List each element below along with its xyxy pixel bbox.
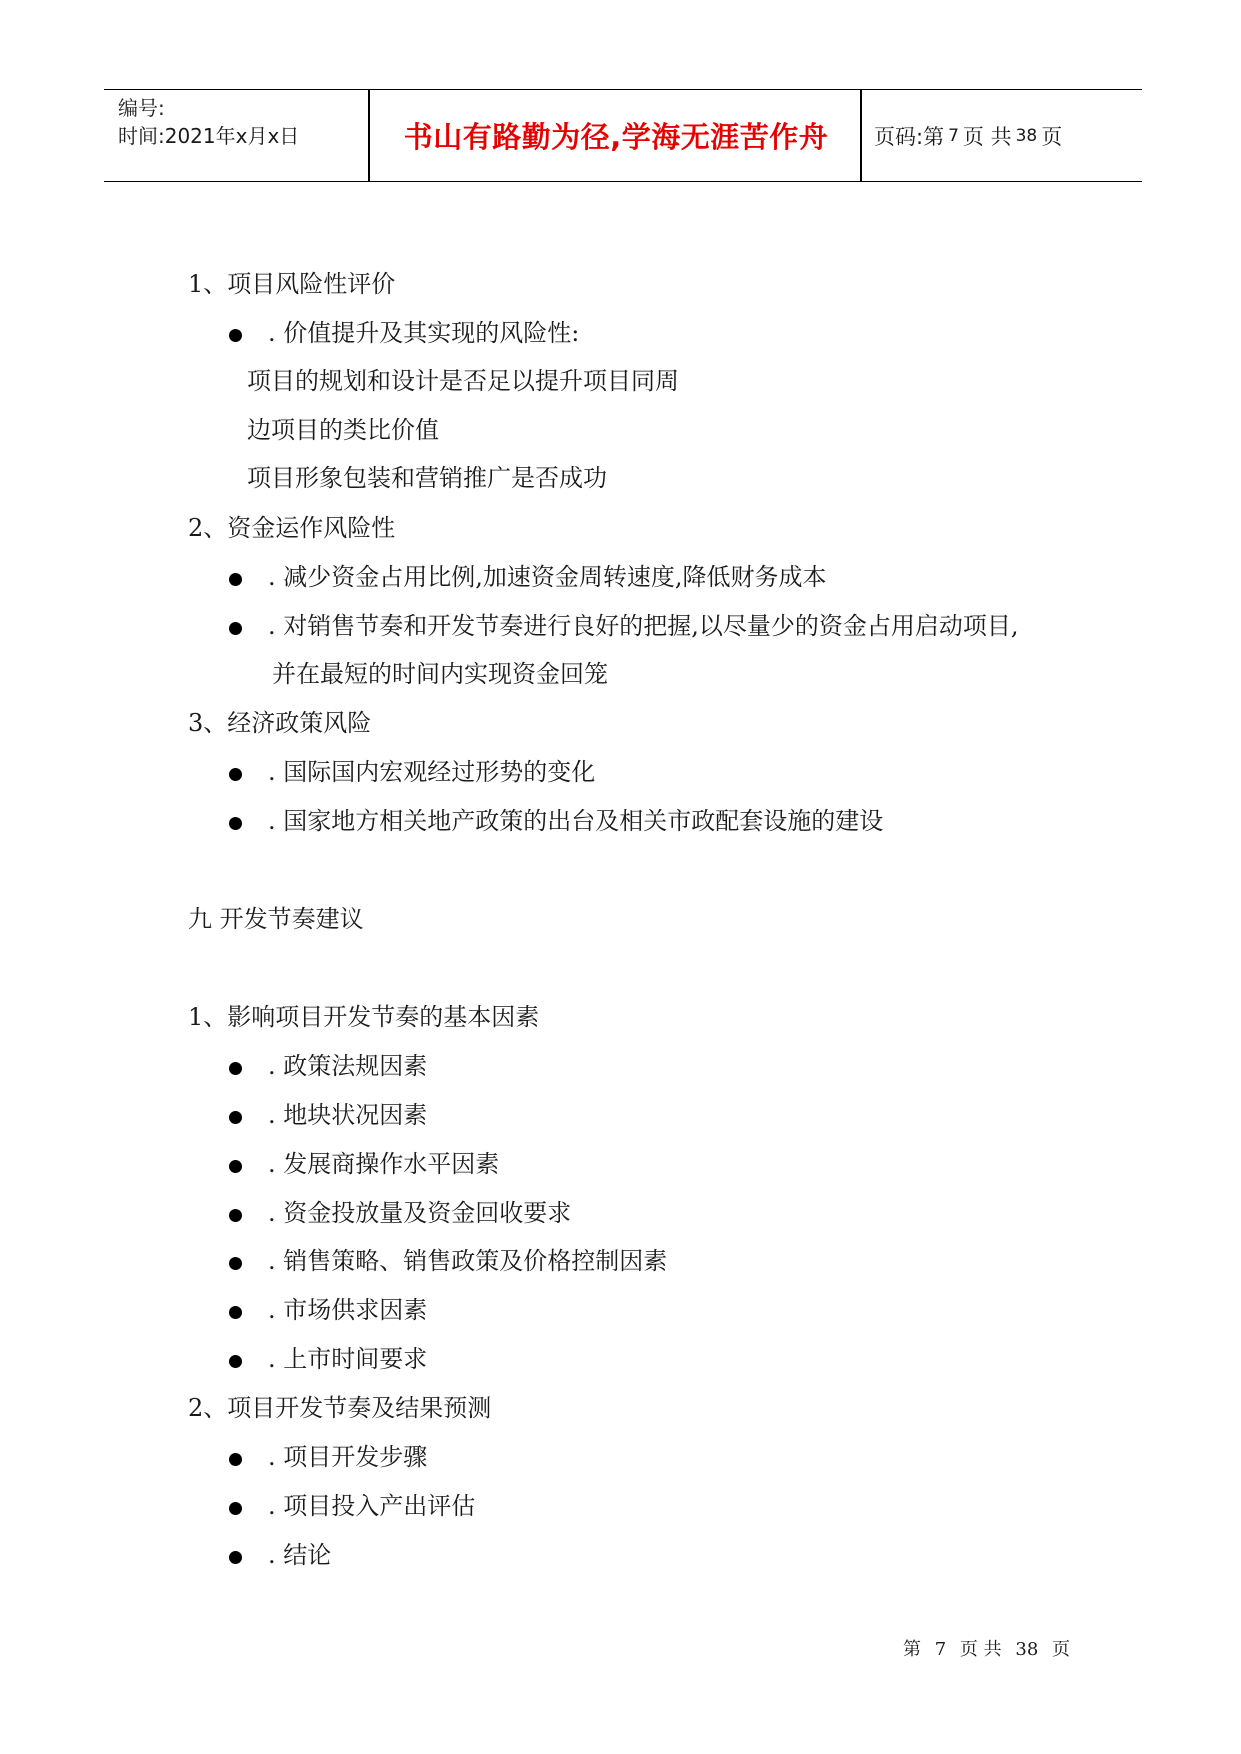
footer-prefix: 第 bbox=[903, 1639, 921, 1660]
list-item-continuation: 并在最短的时间内实现资金回笼 bbox=[272, 660, 608, 688]
footer-page-total: 38 bbox=[1015, 1639, 1039, 1660]
footer-suffix: 页 bbox=[1052, 1639, 1071, 1660]
header-page-total: 38 bbox=[1015, 125, 1038, 146]
section-heading: 1、影响项目开发节奏的基本因素 bbox=[188, 1003, 540, 1031]
bullet-icon bbox=[229, 1355, 242, 1368]
page-footer bbox=[903, 1635, 1078, 1661]
list-item: . 政策法规因素 bbox=[268, 1052, 428, 1080]
header-motto: 书山有路勤为径,学海无涯苦作舟 bbox=[403, 120, 829, 154]
bullet-icon bbox=[229, 1306, 242, 1319]
header-page-suffix: 页 bbox=[1041, 124, 1063, 149]
list-item: . 上市时间要求 bbox=[268, 1345, 428, 1373]
list-item: . 发展商操作水平因素 bbox=[268, 1150, 500, 1178]
section-heading: 1、项目风险性评价 bbox=[188, 270, 396, 298]
list-item: . 销售策略、销售政策及价格控制因素 bbox=[268, 1247, 668, 1275]
paragraph-line: 项目形象包装和营销推广是否成功 bbox=[247, 464, 607, 492]
bullet-icon bbox=[229, 622, 242, 635]
bullet-icon bbox=[229, 1209, 242, 1222]
header-meta bbox=[118, 90, 368, 181]
list-item: . 对销售节奏和开发节奏进行良好的把握,以尽量少的资金占用启动项目, bbox=[268, 612, 1019, 640]
list-item: . 减少资金占用比例,加速资金周转速度,降低财务成本 bbox=[268, 563, 827, 591]
bullet-icon bbox=[229, 1453, 242, 1466]
list-item: . 结论 bbox=[268, 1541, 332, 1569]
header-page-current: 7 bbox=[948, 125, 959, 146]
list-item: . 国家地方相关地产政策的出台及相关市政配套设施的建设 bbox=[268, 807, 884, 835]
list-item: . 价值提升及其实现的风险性: bbox=[268, 319, 580, 347]
bullet-icon bbox=[229, 573, 242, 586]
page-header bbox=[104, 89, 1142, 182]
header-divider bbox=[860, 90, 862, 181]
bullet-icon bbox=[229, 1160, 242, 1173]
footer-page-current: 7 bbox=[934, 1639, 947, 1660]
document-number-label: 编号: bbox=[118, 96, 165, 120]
list-item: . 市场供求因素 bbox=[268, 1296, 428, 1324]
list-item: . 地块状况因素 bbox=[268, 1101, 428, 1129]
list-item: . 项目投入产出评估 bbox=[268, 1492, 476, 1520]
list-item: . 国际国内宏观经过形势的变化 bbox=[268, 758, 596, 786]
bullet-icon bbox=[229, 1062, 242, 1075]
paragraph-line: 边项目的类比价值 bbox=[247, 416, 439, 444]
list-item: . 资金投放量及资金回收要求 bbox=[268, 1199, 572, 1227]
header-page-mid: 页 共 bbox=[962, 124, 1012, 149]
bullet-icon bbox=[229, 1257, 242, 1270]
section-heading: 2、资金运作风险性 bbox=[188, 514, 396, 542]
bullet-icon bbox=[229, 817, 242, 830]
bullet-icon bbox=[229, 1502, 242, 1515]
list-item: . 项目开发步骤 bbox=[268, 1443, 428, 1471]
section-heading: 2、项目开发节奏及结果预测 bbox=[188, 1394, 492, 1422]
section-heading: 3、经济政策风险 bbox=[188, 709, 372, 737]
bullet-icon bbox=[229, 768, 242, 781]
header-page-prefix: 页码:第 bbox=[874, 124, 945, 149]
document-date-label: 时间:2021年x月x日 bbox=[118, 124, 300, 148]
bullet-icon bbox=[229, 329, 242, 342]
footer-mid: 页 共 bbox=[959, 1639, 1002, 1660]
bullet-icon bbox=[229, 1551, 242, 1564]
header-page-indicator bbox=[874, 90, 1062, 181]
chapter-heading: 九 开发节奏建议 bbox=[188, 905, 364, 933]
paragraph-line: 项目的规划和设计是否足以提升项目同周 bbox=[247, 367, 679, 395]
bullet-icon bbox=[229, 1111, 242, 1124]
